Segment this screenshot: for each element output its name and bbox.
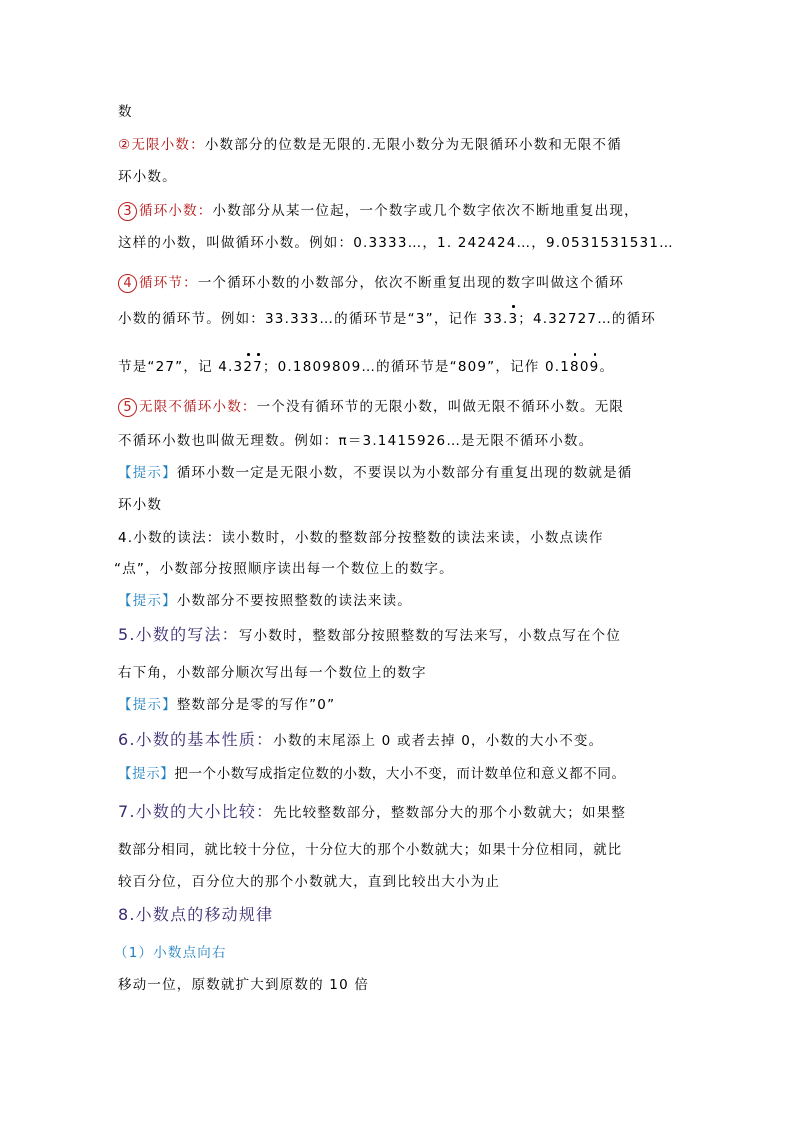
- tip-label: 【提示】: [118, 766, 175, 782]
- subheading: （1）小数点向右: [114, 945, 227, 961]
- dotted-digit: 7: [253, 359, 263, 375]
- section-7: [118, 802, 626, 823]
- text: ；4.32727…的循环: [518, 311, 657, 327]
- item-mark: ②: [118, 137, 132, 153]
- text: 小数的末尾添上 0 或者去掉 0，小数的大小不变。: [273, 733, 604, 749]
- text-line: 数: [118, 104, 133, 120]
- section-heading: 8.小数点的移动规律: [118, 905, 274, 924]
- text: 。: [599, 359, 615, 375]
- circled-number: 4: [118, 274, 137, 293]
- section-5: [118, 625, 621, 646]
- term: 无限不循环小数：: [139, 399, 257, 415]
- dotted-digit: 8: [570, 359, 580, 375]
- text: 写小数时，整数部分按照整数的写法来写，小数点写在个位: [238, 628, 622, 644]
- term: 循环节：: [139, 275, 198, 291]
- tip-text: 把一个小数写成指定位数的小数，大小不变，而计数单位和意义都不同。: [174, 766, 626, 782]
- tip: [118, 463, 633, 483]
- item-repetend: [118, 273, 624, 293]
- text-line: 环小数。: [118, 169, 177, 185]
- section-8: [118, 905, 273, 926]
- tip-label: 【提示】: [118, 465, 177, 481]
- text-line: [118, 357, 614, 377]
- text-line: 不循环小数也叫做无理数。例如：π＝3.1415926…是无限不循环小数。: [118, 433, 594, 449]
- item-infinite-decimal: [118, 135, 622, 155]
- dotted-digit: 2: [243, 359, 254, 375]
- circled-number: 3: [118, 202, 137, 221]
- text-line: 右下角，小数部分顺次写出每一个数位上的数字: [118, 665, 427, 681]
- dotted-digit: 9: [589, 359, 600, 375]
- text-line: [118, 309, 656, 329]
- item-irrational: [118, 397, 624, 417]
- term: 循环小数：: [139, 203, 213, 219]
- tip: [118, 591, 412, 611]
- section-4: 4.小数的读法：读小数时，小数的整数部分按整数的读法来读，小数点读作: [118, 530, 604, 546]
- tip-text: 小数部分不要按照整数的读法来读。: [176, 593, 413, 609]
- text: 小数的循环节。例如：33.333…的循环节是“3”，记作 33.: [118, 311, 509, 327]
- item-recurring-decimal: [118, 201, 639, 221]
- text-line: “点”，小数部分按照顺序读出每一个数位上的数字。: [114, 561, 454, 577]
- definition: 小数部分的位数是无限的.无限小数分为无限循环小数和无限不循: [204, 137, 622, 153]
- text: ；0.1809809…的循环节是“809”，记作 0.1: [262, 359, 571, 375]
- tip-label: 【提示】: [118, 593, 177, 609]
- text-line: 移动一位，原数就扩大到原数的 10 倍: [118, 977, 370, 993]
- section-heading: 5.小数的写法：: [118, 625, 239, 644]
- definition: 一个循环小数的小数部分，依次不断重复出现的数字叫做这个循环: [197, 275, 625, 291]
- definition: 一个没有循环节的无限小数，叫做无限不循环小数。无限: [256, 399, 625, 415]
- text-line: 数部分相同，就比较十分位，十分位大的那个小数就大；如果十分位相同，就比: [118, 842, 622, 858]
- dotted-digit: 3: [508, 311, 519, 327]
- section-6: [118, 730, 603, 751]
- term: 无限小数：: [131, 137, 205, 153]
- text-line: 环小数: [118, 497, 163, 513]
- tip: [118, 695, 335, 715]
- text: 节是“27”，记 4.3: [118, 359, 244, 375]
- definition: 小数部分从某一位起，一个数字或几个数字依次不断地重复出现，: [212, 203, 639, 219]
- circled-number: 5: [118, 398, 137, 417]
- text: 0: [579, 359, 590, 375]
- section-heading: 7.小数的大小比较：: [118, 802, 274, 821]
- tip: [118, 764, 626, 784]
- text-line: 这样的小数，叫做循环小数。例如：0.3333…，1. 242424…，9.0531531531…: [118, 235, 674, 251]
- text: 先比较整数部分，整数部分大的那个小数就大；如果整: [273, 805, 627, 821]
- tip-text: 循环小数一定是无限小数，不要误以为小数部分有重复出现的数就是循: [176, 465, 633, 481]
- text-line: 较百分位，百分位大的那个小数就大，直到比较出大小为止: [118, 874, 501, 890]
- tip-label: 【提示】: [118, 697, 177, 713]
- section-heading: 6.小数的基本性质：: [118, 730, 274, 749]
- tip-text: 整数部分是零的写作”0”: [176, 697, 336, 713]
